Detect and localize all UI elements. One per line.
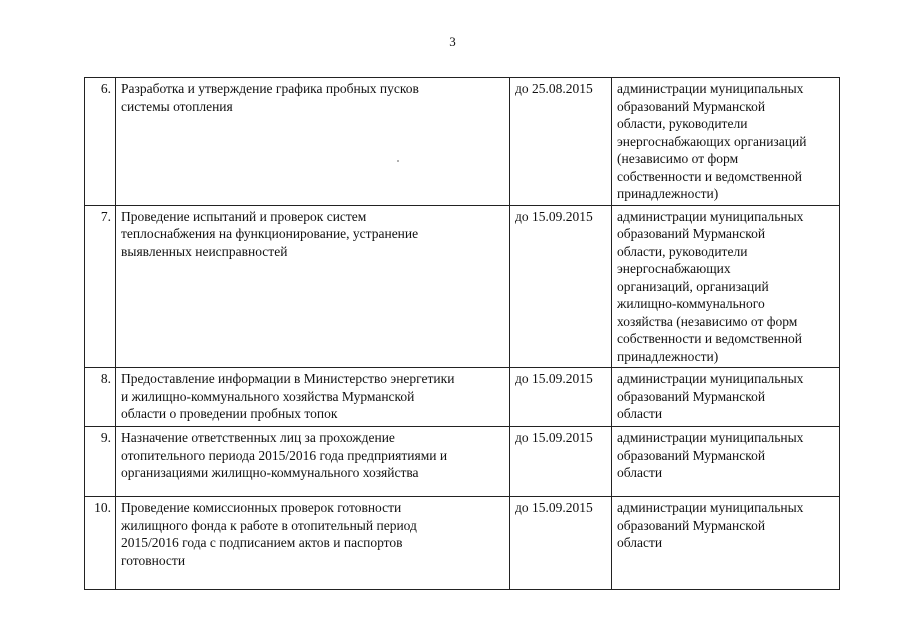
responsible-text: администрации муниципальных образований Мурманской области xyxy=(617,500,804,550)
responsible-cell xyxy=(612,205,840,368)
table-row xyxy=(85,78,840,206)
table-row xyxy=(85,497,840,590)
row-number: 6. xyxy=(85,78,116,206)
responsible-cell xyxy=(612,78,840,206)
responsible-text: администрации муниципальных образований Мурманской области, руководители энергоснабжающих организаций (независимо от форм собственности и ведомственной принадлежности) xyxy=(617,81,807,201)
deadline-text: до 15.09.2015 xyxy=(515,371,593,386)
table-row xyxy=(85,427,840,497)
deadline-text: до 25.08.2015 xyxy=(515,81,593,96)
responsible-text: администрации муниципальных образований Мурманской области xyxy=(617,371,804,421)
task-cell xyxy=(116,368,510,427)
task-cell xyxy=(116,78,510,206)
row-number: 9. xyxy=(85,427,116,497)
row-number: 10. xyxy=(85,497,116,590)
measures-table xyxy=(84,77,840,590)
deadline-text: до 15.09.2015 xyxy=(515,208,593,224)
deadline-cell xyxy=(510,368,612,427)
table-row xyxy=(85,205,840,368)
task-cell xyxy=(116,427,510,497)
responsible-text: администрации муниципальных образований Мурманской области, руководители энергоснабжающих организаций, организаций жилищно-коммунального хозяйства (независимо от форм собственности и ведомственной принадлежности) xyxy=(617,208,804,364)
task-text: Предоставление информации в Министерство энергетики и жилищно-коммунального хозяйства Мурманской области о проведении пробных топок xyxy=(121,371,455,421)
deadline-cell xyxy=(510,205,612,368)
deadline-cell xyxy=(510,497,612,590)
scan-speck xyxy=(397,160,399,162)
task-text: Проведение комиссионных проверок готовности жилищного фонда к работе в отопительный период 2015/2016 года с подписанием актов и паспортов готовности xyxy=(121,500,417,568)
deadline-text: до 15.09.2015 xyxy=(515,430,593,445)
task-cell xyxy=(116,497,510,590)
responsible-cell xyxy=(612,368,840,427)
deadline-cell xyxy=(510,78,612,206)
row-number: 7. xyxy=(85,205,116,368)
deadline-text: до 15.09.2015 xyxy=(515,500,593,515)
task-text: Разработка и утверждение графика пробных пусков системы отопления xyxy=(121,81,419,114)
task-cell xyxy=(116,205,510,368)
row-number: 8. xyxy=(85,368,116,427)
table-row xyxy=(85,368,840,427)
deadline-cell xyxy=(510,427,612,497)
task-text: Проведение испытаний и проверок систем теплоснабжения на функционирование, устранение выявленных неисправностей xyxy=(121,208,419,259)
responsible-cell xyxy=(612,427,840,497)
responsible-cell xyxy=(612,497,840,590)
task-text: Назначение ответственных лиц за прохождение отопительного периода 2015/2016 года предприятиями и организациями жилищно-коммунального хозяйства xyxy=(121,430,448,480)
page-number: 3 xyxy=(449,34,456,49)
responsible-text: администрации муниципальных образований Мурманской области xyxy=(617,430,804,480)
